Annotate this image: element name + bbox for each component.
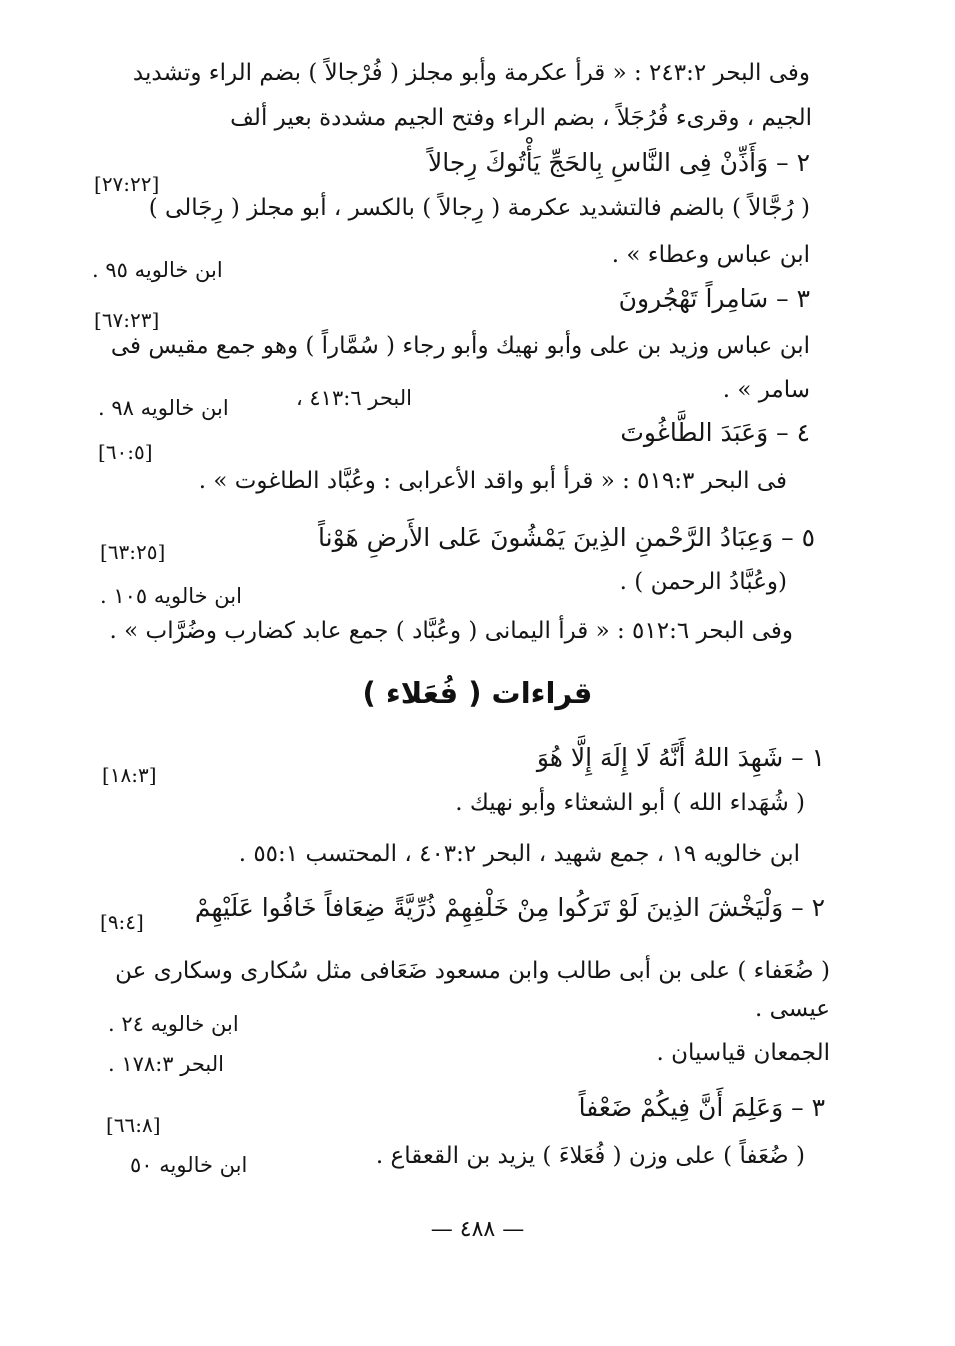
- s2-entry-3-source: ابن خالويه ٥٠: [130, 1153, 248, 1177]
- verse-2: ٢ – وَأَذِّنْ فِى النَّاسِ بِالحَجِّ يَأْتُوكَ رِجالاً: [427, 148, 810, 177]
- s2-entry-2-line-3: الجمعان قياسيان .: [656, 1040, 830, 1066]
- verse-ref-4: [٦٠:٥]: [98, 440, 153, 464]
- verse-5: ٥ – وَعِبَادُ الرَّحْمنِ الذِينَ يَمْشُونَ عَلى الأَرضِ هَوْناً: [318, 523, 815, 552]
- s2-verse-3: ٣ – وَعَلِمَ أَنَّ فِيكُمْ ضَعْفاً: [578, 1093, 825, 1122]
- entry-3-source-1: البحر ٤١٣:٦ ،: [295, 386, 412, 410]
- verse-ref-5: [٦٣:٢٥]: [100, 540, 166, 564]
- entry-5-line-1: (وعُبَّادُ الرحمن ) .: [619, 569, 787, 595]
- s2-entry-1-line-1: ( شُهَداء الله ) أبو الشعثاء وأبو نهيك .: [455, 790, 805, 816]
- entry-2-source: ابن خالويه ٩٥ .: [92, 258, 223, 282]
- verse-1: ١ – شَهِدَ اللهُ أَنَّهُ لَا إِلَهَ إِلَّا هُوَ: [536, 743, 825, 772]
- section-heading: قراءات ( فُعَلاء ): [362, 676, 593, 710]
- s2-entry-2-source-2: البحر ١٧٨:٣ .: [108, 1052, 224, 1076]
- entry-4-line-1: فى البحر ٥١٩:٣ : « قرأ أبو واقد الأعرابى : وعُبَّاد الطاغوت » .: [198, 468, 787, 494]
- s2-entry-3-line-1: ( ضُعَفاً ) على وزن ( فُعَلاءَ ) يزيد بن القعقاع .: [375, 1143, 805, 1169]
- s2-entry-1-line-2: ابن خالويه ١٩ ، جمع شهيد ، البحر ٤٠٣:٢ ، المحتسب ٥٥:١ .: [238, 841, 800, 867]
- entry-5-line-2: وفى البحر ٥١٢:٦ : « قرأ اليمانى ( وعُبَّاد ) جمع عابد كضارب وضُرَّاب » .: [109, 618, 793, 644]
- entry-3-line-1: ابن عباس وزيد بن على وأبو نهيك وأبو رجاء ( سُمَّاراً ) وهو جمع مقيس فى: [110, 333, 810, 359]
- verse-ref-1: [١٨:٣]: [102, 763, 157, 787]
- s2-verse-ref-2: [٩:٤]: [100, 910, 144, 934]
- entry-5-source: ابن خالويه ١٠٥ .: [100, 584, 242, 608]
- s2-verse-ref-3: [٦٦:٨]: [106, 1113, 161, 1137]
- entry-3-line-2: سامر » .: [722, 377, 810, 403]
- verse-3: ٣ – سَامِراً تَهْجُرونَ: [618, 284, 810, 313]
- verse-ref-2: [٢٧:٢٢]: [94, 172, 160, 196]
- s2-entry-2-line-2: عيسى .: [755, 996, 830, 1022]
- s2-entry-2-line-1: ( ضُعَفاء ) على بن أبى طالب وابن مسعود ضَعَافى مثل سُكارى وسكارى عن: [115, 958, 830, 984]
- intro-line-2: الجيم ، وقرىء فُرُجَلاً ، بضم الراء وفتح الجيم مشددة بعير ألف: [230, 105, 812, 131]
- page-number: — ٤٨٨ —: [430, 1217, 525, 1242]
- s2-verse-2: ٢ – وَلْيَخْشَ الذِينَ لَوْ تَرَكُوا مِنْ خَلْفِهِمْ ذُرِّيَّةً ضِعَافاً خَافُوا عَلَيْهِمْ: [194, 893, 825, 922]
- entry-2-line-1: ( رُجَّالاً ) بالضم فالتشديد عكرمة ( رِجالاً ) بالكسر ، أبو مجلز ( رِجَالى ): [148, 195, 810, 221]
- s2-entry-2-source-1: ابن خالويه ٢٤ .: [108, 1012, 239, 1036]
- verse-ref-3: [٦٧:٢٣]: [94, 308, 160, 332]
- entry-3-source-2: ابن خالويه ٩٨ .: [98, 396, 229, 420]
- entry-2-line-2: ابن عباس وعطاء » .: [611, 242, 810, 268]
- verse-4: ٤ – وَعَبَدَ الطَّاغُوتَ: [620, 418, 810, 447]
- intro-line-1: وفى البحر ٢٤٣:٢ : « قرأ عكرمة وأبو مجلز ( فُرْجالاً ) بضم الراء وتشديد: [132, 60, 810, 86]
